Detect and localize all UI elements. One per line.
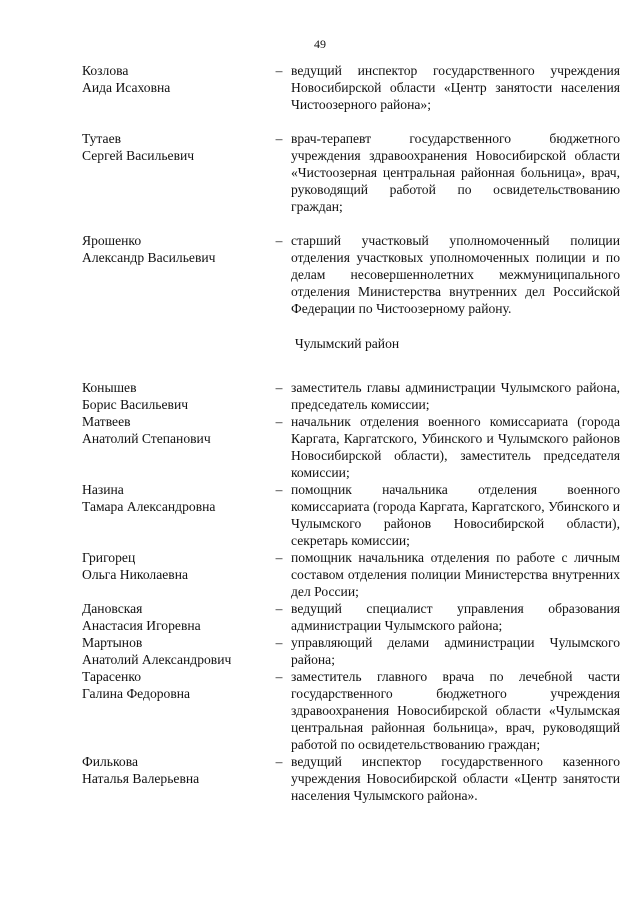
entries-after [82, 379, 620, 804]
member-entry [82, 62, 620, 113]
member-role: заместитель главы администрации Чулымского района, председатель комиссии; [291, 380, 620, 412]
member-entry [82, 379, 620, 413]
member-role: управляющий делами администрации Чулымского района; [291, 635, 620, 667]
dash-separator: – [275, 550, 283, 565]
dash-separator: – [275, 669, 283, 684]
member-name [82, 549, 267, 583]
member-surname: Дановская [82, 601, 143, 616]
member-entry [82, 753, 620, 804]
dash-separator: – [275, 414, 283, 429]
member-surname: Козлова [82, 63, 129, 78]
member-given-names: Борис Васильевич [82, 397, 189, 412]
member-name [82, 413, 267, 447]
member-entry [82, 600, 620, 634]
member-given-names: Галина Федоровна [82, 686, 191, 701]
entries-before [82, 62, 620, 317]
member-surname: Тарасенко [82, 669, 142, 684]
member-name [82, 634, 267, 668]
member-entry [82, 634, 620, 668]
dash-separator: – [275, 754, 283, 769]
member-entry [82, 481, 620, 549]
section-title: Чулымский район [294, 336, 400, 351]
member-surname: Назина [82, 482, 124, 497]
member-name [82, 232, 267, 266]
member-given-names: Аида Исаховна [82, 80, 171, 95]
member-role: врач-терапевт государственного бюджетного учреждения здравоохранения Новосибирской области «Чистоозерная центральная районная больница», врач, руководящий работой по освидетельствованию граждан; [291, 131, 620, 214]
member-role: старший участковый уполномоченный полиции отделения участковых уполномоченных полиции и по делам несовершеннолетних межмуниципального отделения Министерства внутренних дел Российской Федерации по Чистоозерному району. [291, 233, 620, 316]
member-name [82, 130, 267, 164]
member-role: ведущий специалист управления образования администрации Чулымского района; [291, 601, 620, 633]
member-surname: Матвеев [82, 414, 131, 429]
member-role: ведущий инспектор государственного учреждения Новосибирской области «Центр занятости населения Чистоозерного района»; [291, 63, 620, 112]
member-name [82, 481, 267, 515]
member-surname: Григорец [82, 550, 136, 565]
member-given-names: Наталья Валерьевна [82, 771, 200, 786]
commission-list [82, 62, 620, 804]
member-name [82, 753, 267, 787]
dash-separator: – [275, 131, 283, 146]
member-surname: Тутаев [82, 131, 122, 146]
member-name [82, 62, 267, 96]
dash-separator: – [275, 380, 283, 395]
dash-separator: – [275, 63, 283, 78]
member-entry [82, 130, 620, 215]
member-given-names: Тамара Александровна [82, 499, 216, 514]
member-entry [82, 413, 620, 481]
member-name [82, 379, 267, 413]
member-given-names: Анатолий Александрович [82, 652, 232, 667]
member-role: ведущий инспектор государственного казенного учреждения Новосибирской области «Центр занятости населения Чулымского района». [291, 754, 620, 803]
member-role: заместитель главного врача по лечебной части государственного бюджетного учреждения здравоохранения Новосибирской области «Чулымская центральная районная больница», врач, руководящий работой по освидетельствованию граждан; [291, 669, 620, 752]
member-role: помощник начальника отделения военного комиссариата (города Каргата, Каргатского, Убинского и Чулымского районов Новосибирской области), секретарь комиссии; [291, 482, 620, 548]
member-surname: Филькова [82, 754, 138, 769]
member-given-names: Ольга Николаевна [82, 567, 189, 582]
member-name [82, 668, 267, 702]
member-name [82, 600, 267, 634]
dash-separator: – [275, 635, 283, 650]
dash-separator: – [275, 482, 283, 497]
member-entry [82, 668, 620, 753]
page-number: 49 [314, 37, 326, 51]
member-entry [82, 232, 620, 317]
member-given-names: Сергей Васильевич [82, 148, 195, 163]
member-surname: Мартынов [82, 635, 143, 650]
member-role: начальник отделения военного комиссариата (города Каргата, Каргатского, Убинского и Чулымского районов Новосибирской области), заместитель председателя комиссии; [291, 414, 620, 480]
member-given-names: Александр Васильевич [82, 250, 216, 265]
dash-separator: – [275, 601, 283, 616]
member-entry [82, 549, 620, 600]
member-given-names: Анастасия Игоревна [82, 618, 201, 633]
member-surname: Конышев [82, 380, 137, 395]
member-given-names: Анатолий Степанович [82, 431, 211, 446]
member-surname: Ярошенко [82, 233, 142, 248]
dash-separator: – [275, 233, 283, 248]
member-role: помощник начальника отделения по работе с личным составом отделения полиции Министерства внутренних дел России; [291, 550, 620, 599]
